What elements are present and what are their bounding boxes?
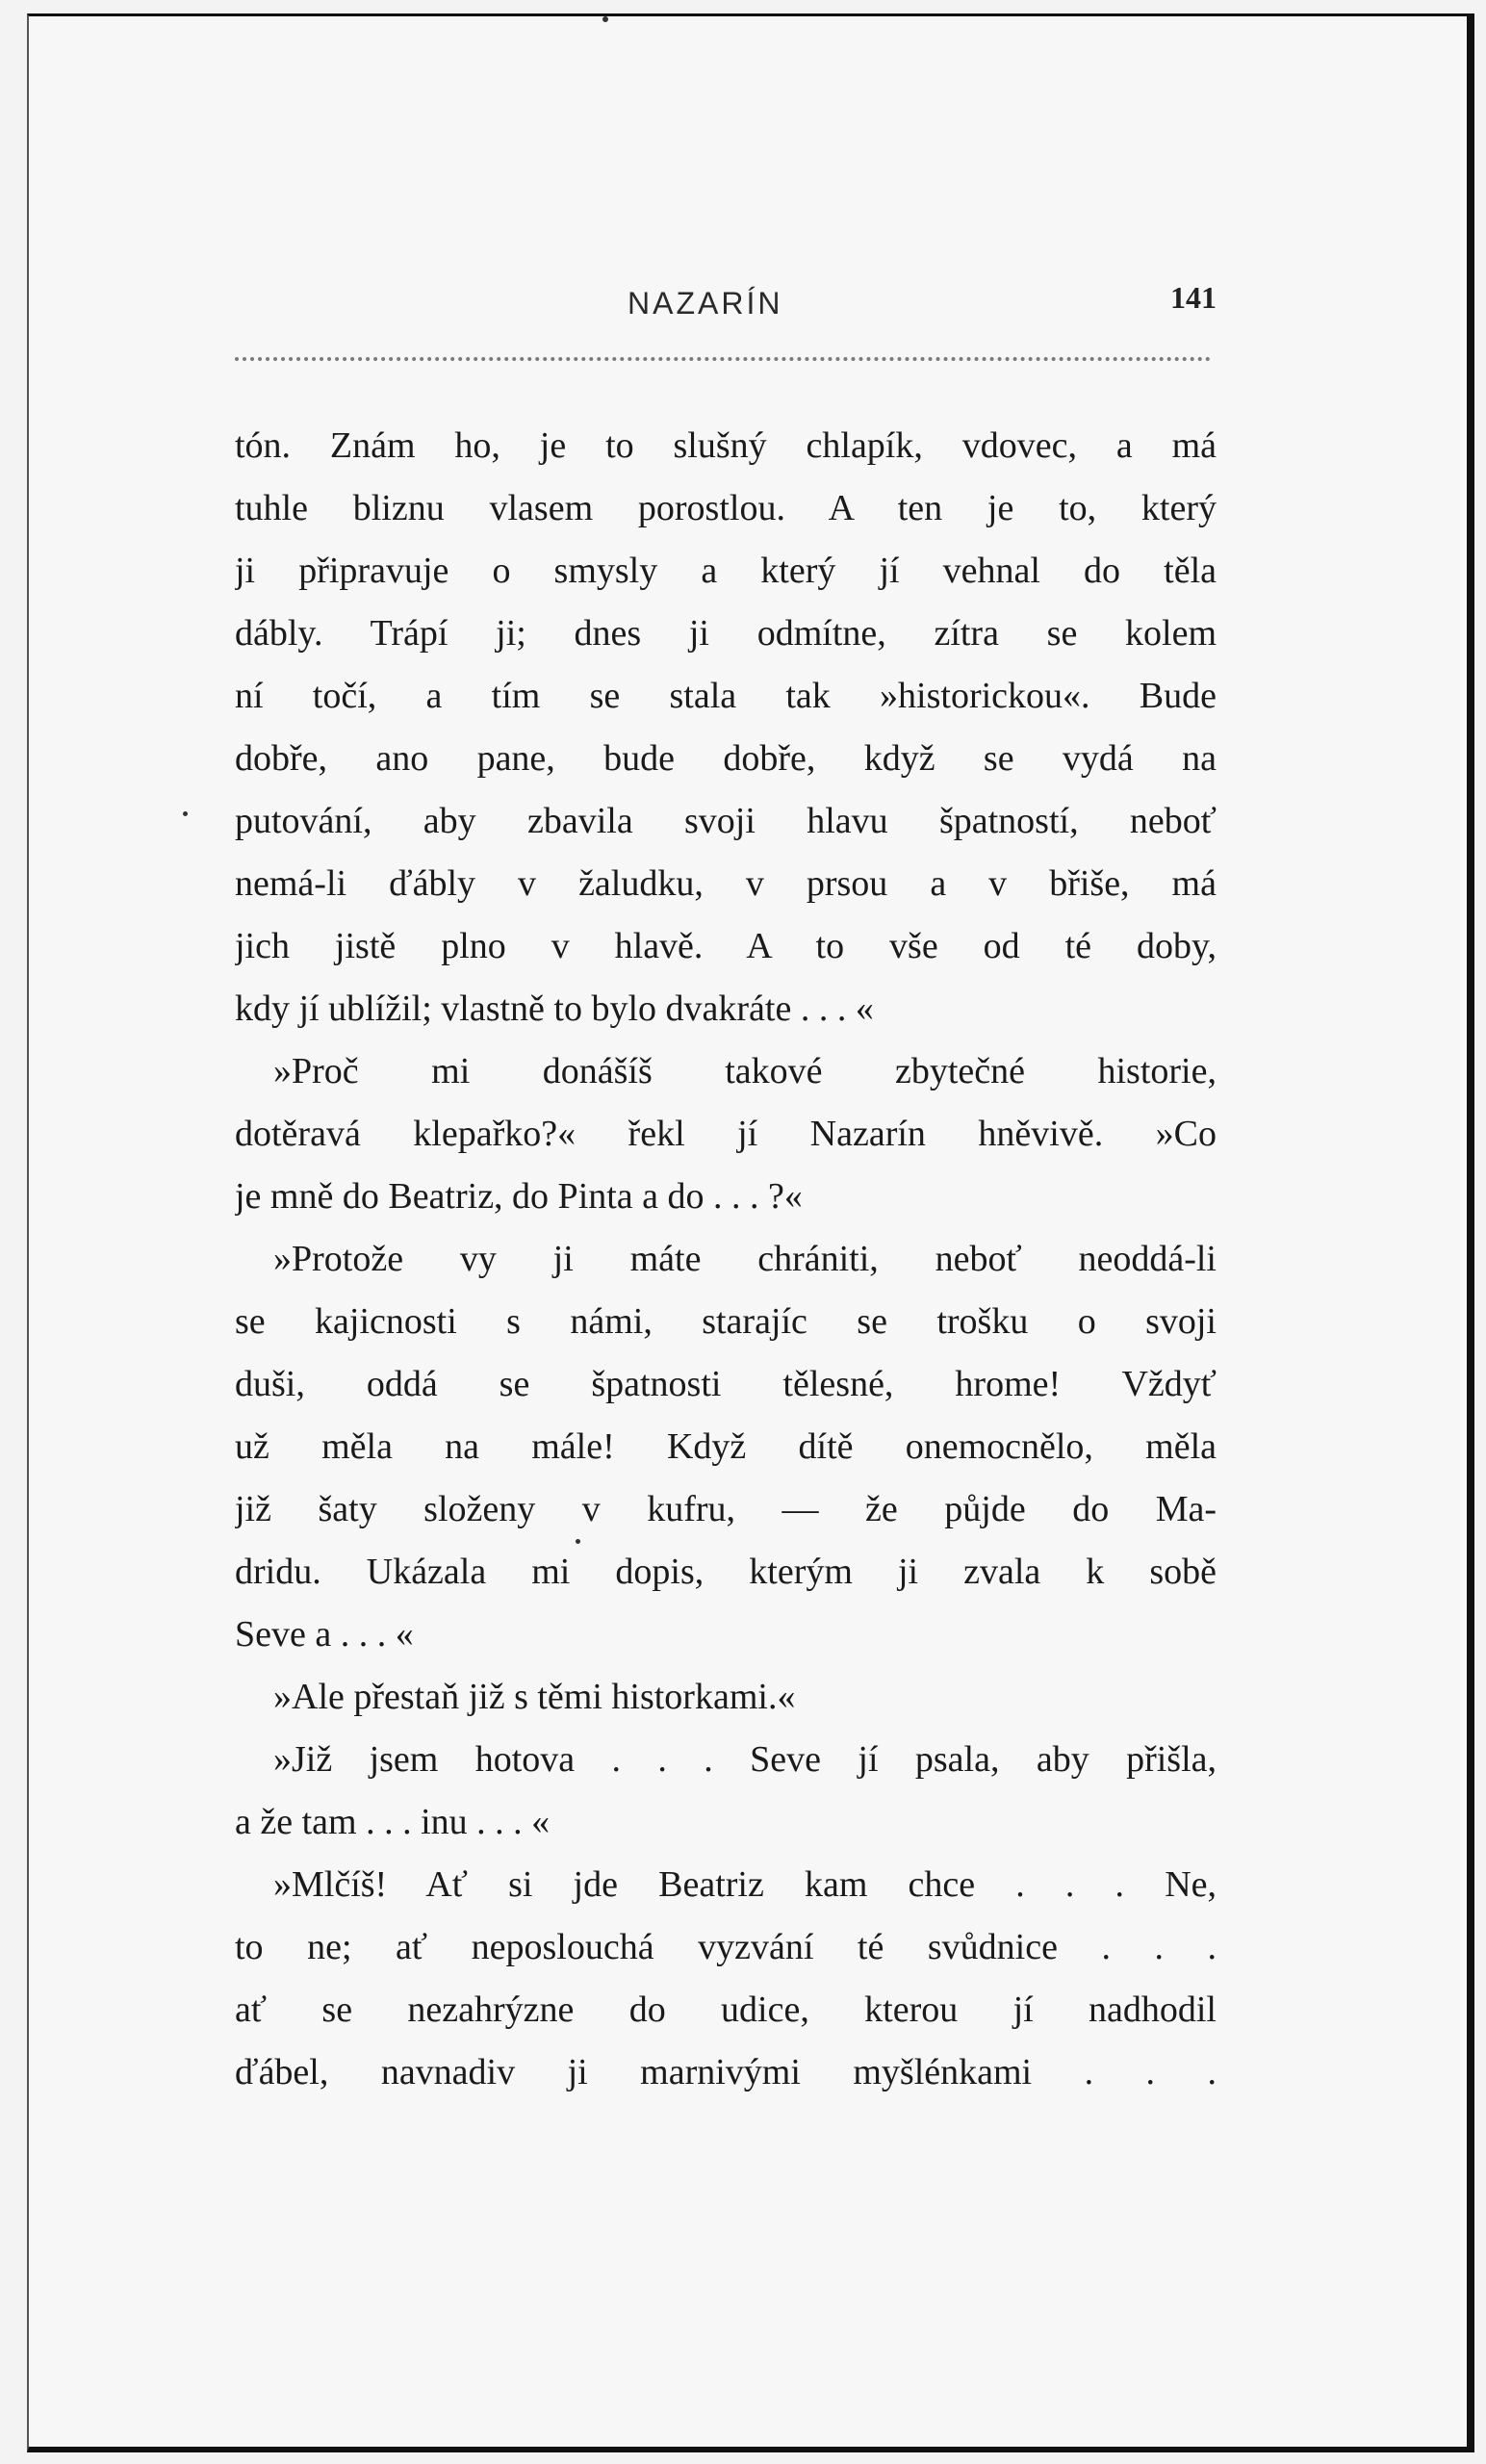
text-line: nemá-li ďábly v žaludku, v prsou a v břiše, má (235, 863, 1217, 904)
text-line: duši, oddá se špatnosti tělesné, hrome! Vždyť (235, 1364, 1217, 1404)
text-line: ďábel, navnadiv ji marnivými myšlénkami . . . (235, 2052, 1217, 2092)
text-line: kdy jí ublížil; vlastně to bylo dvakráte . . . « (235, 988, 874, 1029)
text-line: »Ale přestaň již s těmi historkami.« (273, 1677, 796, 1717)
text-line: putování, aby zbavila svoji hlavu špatností, neboť (235, 801, 1217, 841)
text-line: a že tam . . . inu . . . « (235, 1802, 551, 1842)
text-line: ať se nezahrýzne do udice, kterou jí nadhodil (235, 1989, 1217, 2030)
text-line: se kajicnosti s námi, starajíc se trošku o svoji (235, 1301, 1217, 1342)
running-head (29, 274, 1467, 332)
scan-speck (576, 1539, 580, 1544)
text-line: »Mlčíš! Ať si jde Beatriz kam chce . . . Ne, (273, 1864, 1217, 1905)
text-line: ji připravuje o smysly a který jí vehnal do těla (235, 551, 1217, 591)
text-line: »Proč mi donášíš takové zbytečné historie, (273, 1051, 1217, 1091)
text-line: dábly. Trápí ji; dnes ji odmítne, zítra se kolem (235, 613, 1217, 654)
text-line: »Protože vy ji máte chrániti, neboť neoddá-li (273, 1239, 1217, 1279)
text-line: je mně do Beatriz, do Pinta a do . . . ?« (235, 1176, 803, 1217)
book-page (27, 13, 1474, 2452)
header-dotted-rule (235, 357, 1211, 361)
text-line: dotěravá klepařko?« řekl jí Nazarín hněvivě. »Co (235, 1114, 1217, 1154)
text-line: už měla na mále! Když dítě onemocnělo, měla (235, 1426, 1217, 1467)
scan-speck (183, 811, 188, 816)
body-text (235, 415, 1217, 2104)
text-line: Seve a . . . « (235, 1614, 414, 1655)
text-line: tón. Znám ho, je to slušný chlapík, vdovec, a má (235, 425, 1217, 466)
text-line: dridu. Ukázala mi dopis, kterým ji zvala k sobě (235, 1552, 1217, 1592)
text-line: ní točí, a tím se stala tak »historickou«. Bude (235, 676, 1217, 716)
scan-speck (602, 16, 608, 22)
text-line: dobře, ano pane, bude dobře, když se vydá na (235, 738, 1217, 779)
text-line: jich jistě plno v hlavě. A to vše od té doby, (235, 926, 1217, 966)
page-number: 141 (1170, 280, 1217, 315)
running-title: NAZARÍN (628, 286, 783, 321)
text-line: již šaty složeny v kufru, — že půjde do Ma- (235, 1489, 1217, 1529)
text-line: tuhle bliznu vlasem porostlou. A ten je to, který (235, 488, 1217, 528)
text-line: to ne; ať neposlouchá vyzvání té svůdnice . . . (235, 1927, 1217, 1967)
text-line: »Již jsem hotova . . . Seve jí psala, aby přišla, (273, 1739, 1217, 1780)
